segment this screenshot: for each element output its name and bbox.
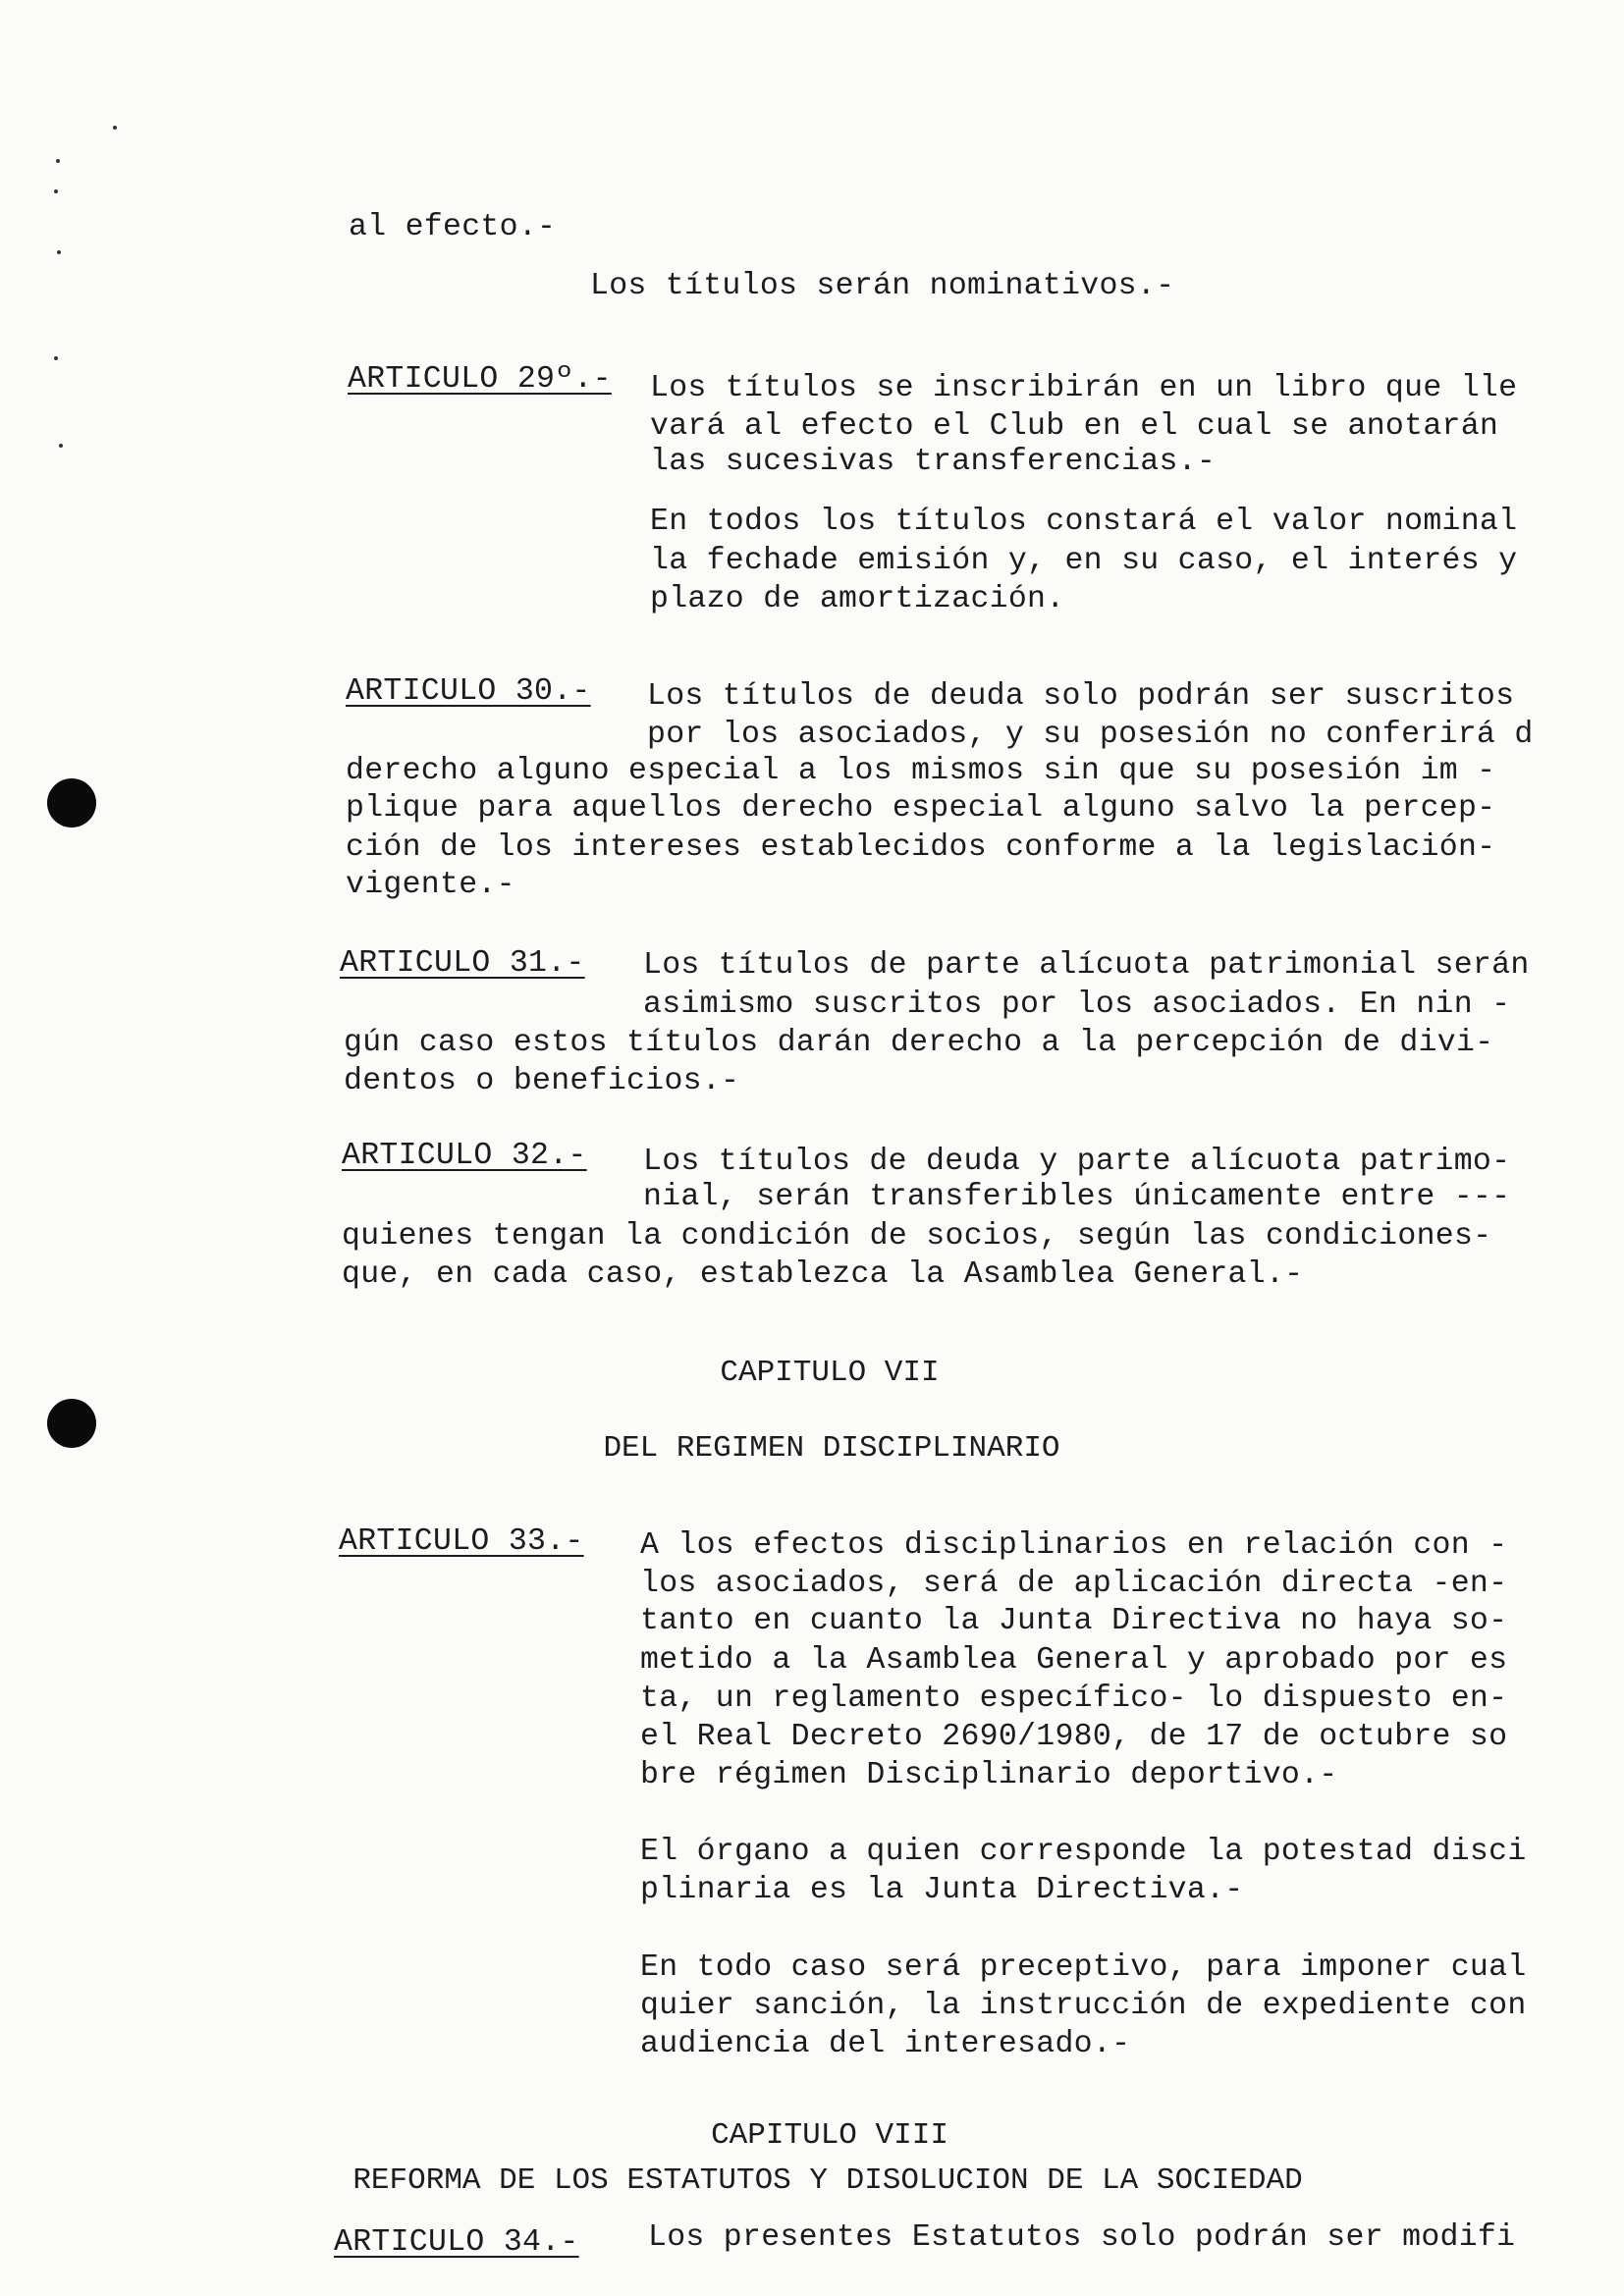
article-33-text: A los efectos disciplinarios en relación con - [640, 1528, 1508, 1563]
article-33-text: tanto en cuanto la Junta Directiva no haya so- [640, 1604, 1508, 1638]
margin-speck [56, 159, 60, 163]
article-30-text: derecho alguno especial a los mismos sin que su posesión im - [346, 754, 1496, 788]
article-29-text: las sucesivas transferencias.- [650, 445, 1217, 479]
article-32-text: que, en cada caso, establezca la Asamblea General.- [342, 1257, 1304, 1292]
article-33-text: plinaria es la Junta Directiva.- [640, 1873, 1244, 1907]
article-30-text: vigente.- [346, 868, 515, 902]
article-29-text: vará al efecto el Club en el cual se anotarán [650, 409, 1499, 444]
chapter-8-title: CAPITULO VIII [711, 2118, 948, 2153]
article-30-text: por los asociados, y su posesión no conferirá d [647, 718, 1534, 752]
article-31-text: Los títulos de parte alícuota patrimonial serán [643, 948, 1530, 983]
chapter-8-subtitle: REFORMA DE LOS ESTATUTOS Y DISOLUCION DE LA SOCIEDAD [352, 2163, 1303, 2198]
article-33-text: audiencia del interesado.- [640, 2027, 1131, 2061]
article-33-text: quier sanción, la instrucción de expediente con [640, 1989, 1527, 2023]
margin-speck [57, 250, 61, 254]
article-29-text: Los títulos se inscribirán en un libro que lle [650, 371, 1518, 405]
chapter-7-subtitle: DEL REGIMEN DISCIPLINARIO [603, 1431, 1060, 1466]
article-32-heading: ARTICULO 32.- [342, 1139, 587, 1173]
article-33-text: bre régimen Disciplinario deportivo.- [640, 1758, 1338, 1792]
margin-speck [54, 189, 58, 193]
article-30-text: plique para aquellos derecho especial alguno salvo la percep- [346, 791, 1496, 826]
article-33-text: El órgano a quien corresponde la potestad disci [640, 1835, 1527, 1869]
article-30-text: ción de los intereses establecidos conforme a la legislación- [346, 830, 1496, 865]
margin-speck [59, 444, 63, 448]
chapter-7-title: CAPITULO VII [720, 1356, 940, 1390]
article-33-text: En todo caso será preceptivo, para imponer cual [640, 1950, 1527, 1985]
article-31-text: gún caso estos títulos darán derecho a la percepción de divi- [344, 1026, 1494, 1060]
intro-centered-line: Los títulos serán nominativos.- [590, 269, 1175, 303]
article-32-text: quienes tengan la condición de socios, según las condiciones- [342, 1219, 1492, 1254]
article-33-heading: ARTICULO 33.- [339, 1524, 584, 1559]
article-31-text: asimismo suscritos por los asociados. En nin - [643, 988, 1511, 1022]
article-30-heading: ARTICULO 30.- [346, 674, 591, 709]
article-29-text: la fechade emisión y, en su caso, el interés y [650, 544, 1518, 578]
article-33-text: metido a la Asamblea General y aprobado por es [640, 1643, 1508, 1678]
article-31-text: dentos o beneficios.- [344, 1064, 740, 1098]
article-32-text: nial, serán transferibles únicamente entre --- [643, 1180, 1511, 1214]
margin-speck [113, 126, 117, 130]
article-33-text: ta, un reglamento específico- lo dispuesto en- [640, 1682, 1508, 1716]
article-30-text: Los títulos de deuda solo podrán ser suscritos [647, 679, 1515, 714]
punch-hole-upper [47, 778, 96, 828]
article-34-text: Los presentes Estatutos solo podrán ser modifi [648, 2220, 1516, 2255]
article-29-text: En todos los títulos constará el valor nominal [650, 505, 1518, 539]
article-33-text: el Real Decreto 2690/1980, de 17 de octubre so [640, 1720, 1508, 1754]
intro-line: al efecto.- [349, 210, 557, 244]
article-29-heading: ARTICULO 29º.- [348, 362, 612, 397]
article-29-text: plazo de amortización. [650, 582, 1065, 616]
article-31-heading: ARTICULO 31.- [340, 946, 585, 981]
article-32-text: Los títulos de deuda y parte alícuota patrimo- [643, 1145, 1511, 1179]
article-34-heading: ARTICULO 34.- [334, 2225, 579, 2260]
article-33-text: los asociados, será de aplicación directa -en- [640, 1567, 1508, 1601]
margin-speck [54, 356, 58, 360]
